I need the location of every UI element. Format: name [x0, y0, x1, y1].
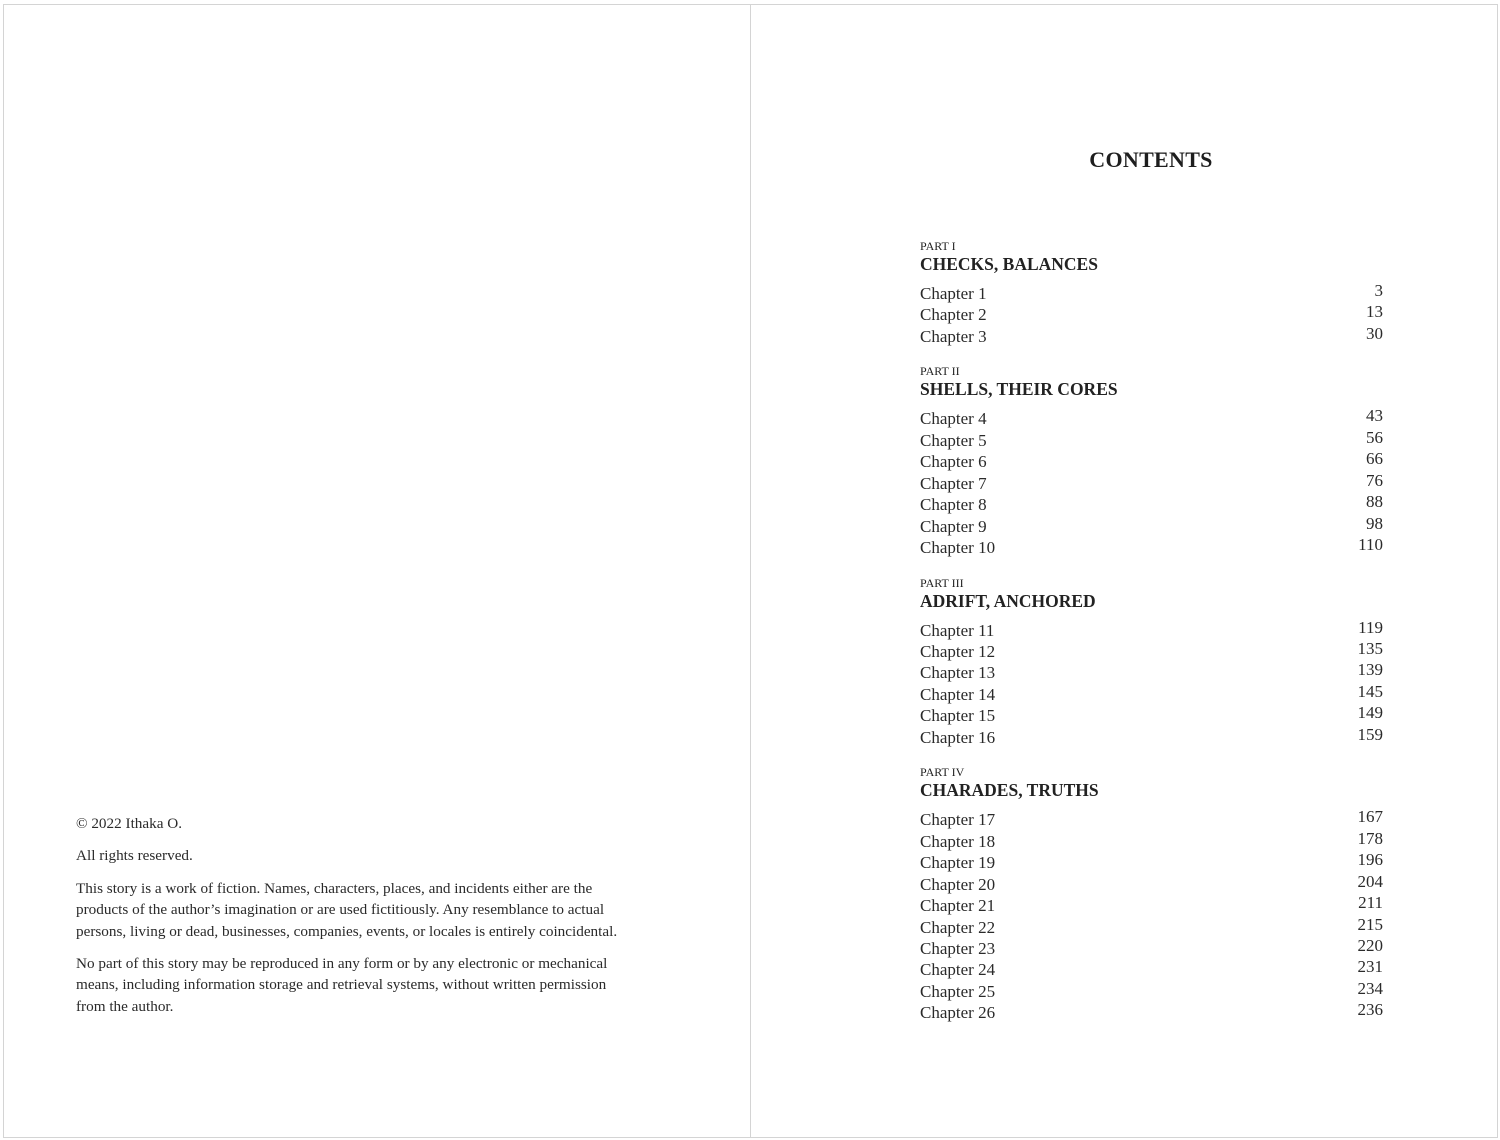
chapter-page-number: 204 — [1357, 871, 1383, 891]
rights-line: All rights reserved. — [76, 847, 193, 865]
chapter-page-number: 211 — [1358, 893, 1383, 913]
chapter-name: Chapter 7 — [920, 473, 987, 493]
chapter-page-number: 30 — [1366, 323, 1383, 343]
toc-entry[interactable] — [920, 408, 1383, 429]
copyright-page — [3, 4, 752, 1138]
chapter-name: Chapter 19 — [920, 853, 996, 873]
chapter-page-number: 119 — [1358, 617, 1383, 637]
chapter-name: Chapter 26 — [920, 1003, 996, 1023]
toc-entry[interactable] — [920, 323, 1383, 347]
chapter-name: Chapter 18 — [920, 831, 996, 851]
chapter-name: Chapter 8 — [920, 495, 987, 515]
chapter-page-number: 98 — [1366, 513, 1383, 533]
toc-entry[interactable] — [920, 638, 1383, 662]
chapter-name: Chapter 1 — [920, 284, 987, 303]
chapter-name: Chapter 23 — [920, 938, 996, 958]
chapter-page-number: 231 — [1357, 957, 1383, 977]
chapter-page-number: 145 — [1357, 681, 1383, 701]
chapter-page-number: 66 — [1366, 449, 1383, 469]
toc-part — [920, 576, 1383, 749]
chapter-name: Chapter 9 — [920, 516, 987, 536]
chapter-name: Chapter 24 — [920, 960, 996, 980]
fiction-notice: This story is a work of fiction. Names, characters, places, and incidents either are the products of the author’s imagination or are used fictitiously. Any resemblance to actual persons, living or dead, businesses, companies, events, or locales is entirely coincidental. — [76, 879, 618, 940]
toc-entry[interactable] — [920, 427, 1383, 451]
chapter-name: Chapter 5 — [920, 430, 987, 450]
toc-entry[interactable] — [920, 513, 1383, 537]
chapter-name: Chapter 11 — [920, 620, 995, 640]
chapter-name: Chapter 13 — [920, 663, 996, 683]
chapter-page-number: 178 — [1357, 828, 1383, 848]
copyright-line: © 2022 Ithaka O. — [76, 815, 183, 832]
chapter-page-number: 110 — [1358, 535, 1383, 555]
part-title: CHECKS, BALANCES — [920, 254, 1098, 274]
chapter-page-number: 149 — [1357, 703, 1383, 723]
toc-entry[interactable] — [920, 852, 1383, 873]
chapter-name: Chapter 2 — [920, 305, 987, 325]
toc-entry[interactable] — [920, 681, 1383, 705]
chapter-name: Chapter 4 — [920, 409, 987, 429]
part-label: PART IV — [920, 765, 965, 780]
chapter-name: Chapter 17 — [920, 810, 996, 830]
chapter-name: Chapter 3 — [920, 326, 987, 346]
chapter-name: Chapter 20 — [920, 874, 996, 894]
part-label: PART III — [920, 575, 964, 590]
chapter-page-number: 215 — [1357, 914, 1383, 934]
chapter-page-number: 56 — [1366, 427, 1383, 447]
chapter-name: Chapter 14 — [920, 684, 996, 704]
part-label: PART I — [920, 239, 956, 253]
chapter-page-number: 88 — [1366, 492, 1383, 512]
toc-entry[interactable] — [920, 451, 1383, 472]
toc-entry[interactable] — [920, 304, 1383, 325]
table-of-contents — [920, 239, 1383, 1041]
chapter-page-number: 13 — [1366, 302, 1383, 322]
toc-entry[interactable] — [920, 1002, 1383, 1023]
chapter-page-number: 236 — [1357, 1000, 1383, 1020]
chapter-page-number: 43 — [1366, 406, 1383, 426]
chapter-name: Chapter 6 — [920, 452, 987, 472]
part-title: SHELLS, THEIR CORES — [920, 379, 1118, 400]
chapter-page-number: 135 — [1357, 638, 1383, 658]
legal-notice — [76, 813, 624, 1028]
chapter-page-number: 3 — [1374, 281, 1383, 300]
toc-entry[interactable] — [920, 724, 1383, 748]
contents-title: CONTENTS — [1089, 147, 1213, 172]
chapter-page-number: 159 — [1357, 724, 1383, 744]
toc-part — [920, 239, 1383, 347]
chapter-page-number: 220 — [1357, 935, 1383, 955]
toc-entry[interactable] — [920, 978, 1383, 1002]
toc-entry[interactable] — [920, 705, 1383, 726]
toc-entry[interactable] — [920, 537, 1383, 558]
chapter-name: Chapter 15 — [920, 706, 996, 726]
chapter-name: Chapter 22 — [920, 917, 996, 937]
toc-entry[interactable] — [920, 895, 1383, 916]
chapter-page-number: 76 — [1366, 470, 1383, 490]
chapter-name: Chapter 12 — [920, 641, 996, 661]
toc-entry[interactable] — [920, 470, 1383, 494]
part-title: ADRIFT, ANCHORED — [920, 590, 1096, 611]
chapter-name: Chapter 21 — [920, 896, 996, 916]
contents-page — [750, 4, 1498, 1138]
reproduction-notice: No part of this story may be reproduced in any form or by any electronic or mechanical means, including information storage and retrieval systems, without written permission from the author. — [76, 955, 608, 1015]
chapter-page-number: 196 — [1357, 850, 1383, 870]
toc-entry[interactable] — [920, 809, 1383, 830]
toc-part — [920, 765, 1383, 1024]
toc-part — [920, 364, 1383, 558]
chapter-name: Chapter 16 — [920, 727, 996, 747]
toc-entry[interactable] — [920, 662, 1383, 683]
chapter-name: Chapter 10 — [920, 538, 996, 558]
toc-entry[interactable] — [920, 494, 1383, 515]
chapter-page-number: 167 — [1357, 807, 1383, 827]
part-label: PART II — [920, 364, 960, 379]
toc-entry[interactable] — [920, 617, 1383, 641]
toc-entry[interactable] — [920, 828, 1383, 852]
toc-entry[interactable] — [920, 283, 1383, 304]
toc-entry[interactable] — [920, 914, 1383, 938]
chapter-page-number: 234 — [1357, 978, 1383, 998]
chapter-name: Chapter 25 — [920, 981, 996, 1001]
toc-entry[interactable] — [920, 871, 1383, 895]
chapter-page-number: 139 — [1357, 660, 1383, 680]
toc-entry[interactable] — [920, 935, 1383, 959]
part-title: CHARADES, TRUTHS — [920, 780, 1099, 801]
toc-entry[interactable] — [920, 959, 1383, 980]
